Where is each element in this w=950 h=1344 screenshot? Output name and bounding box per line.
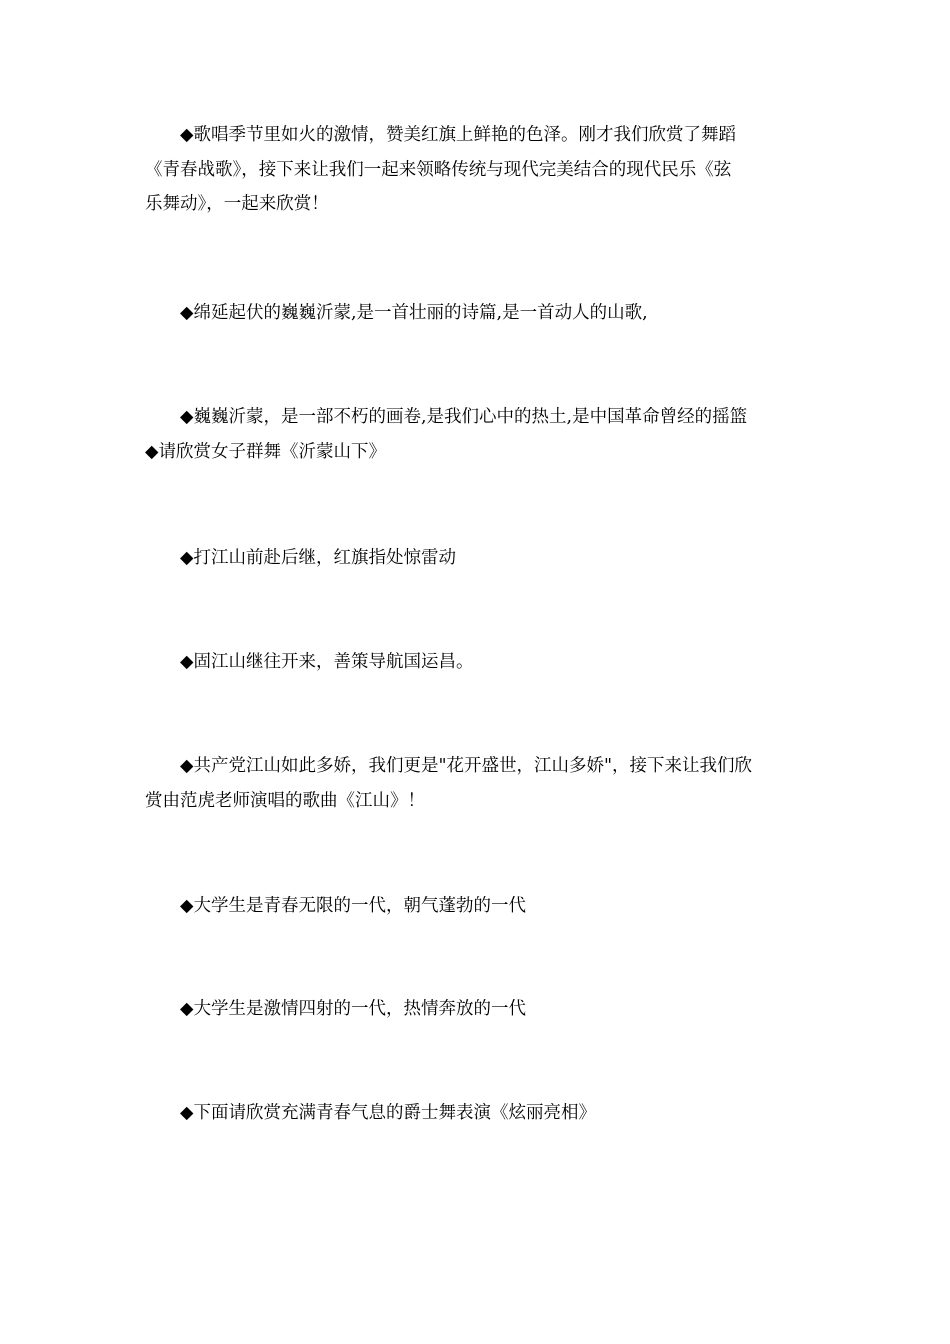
paragraph-line: ◆共产党江山如此多娇，我们更是"花开盛世，江山多娇"，接下来让我们欣 [180, 756, 753, 776]
paragraph-yimeng-scroll [145, 400, 810, 469]
paragraph-line: 《青春战歌》，接下来让我们一起来领略传统与现代完美结合的现代民乐《弦 [145, 159, 732, 180]
paragraph-line: ◆巍巍沂蒙，是一部不朽的画卷,是我们心中的热土,是中国革命曾经的摇篮 [180, 407, 748, 427]
paragraph-line: 乐舞动》，一起来欣赏！ [145, 194, 329, 214]
paragraph-line: ◆固江山继往开来，善策导航国运昌。 [180, 652, 474, 672]
paragraph-line: ◆歌唱季节里如火的激情，赞美红旗上鲜艳的色泽。刚才我们欣赏了舞蹈 [180, 125, 736, 145]
paragraph-line: ◆请欣赏女子群舞《沂蒙山下》 [145, 441, 386, 462]
paragraph-line: ◆大学生是青春无限的一代，朝气蓬勃的一代 [180, 896, 526, 916]
paragraph-song-season [145, 118, 810, 222]
paragraph-line: ◆大学生是激情四射的一代，热情奔放的一代 [180, 999, 526, 1019]
paragraph-party-land [145, 749, 810, 818]
paragraph-line: ◆打江山前赴后继，红旗指处惊雷动 [180, 548, 456, 568]
paragraph-yimeng-poem [145, 296, 810, 331]
paragraph-secure-land [145, 645, 810, 680]
paragraph-jazz-dance [145, 1096, 810, 1131]
paragraph-conquer-land [145, 541, 810, 576]
paragraph-students-youth [145, 889, 810, 924]
paragraph-line: ◆下面请欣赏充满青春气息的爵士舞表演《炫丽亮相》 [180, 1103, 596, 1123]
paragraph-students-passion [145, 992, 810, 1027]
paragraph-line: ◆绵延起伏的巍巍沂蒙,是一首壮丽的诗篇,是一首动人的山歌, [180, 303, 648, 323]
paragraph-line: 赏由范虎老师演唱的歌曲《江山》！ [145, 790, 425, 811]
